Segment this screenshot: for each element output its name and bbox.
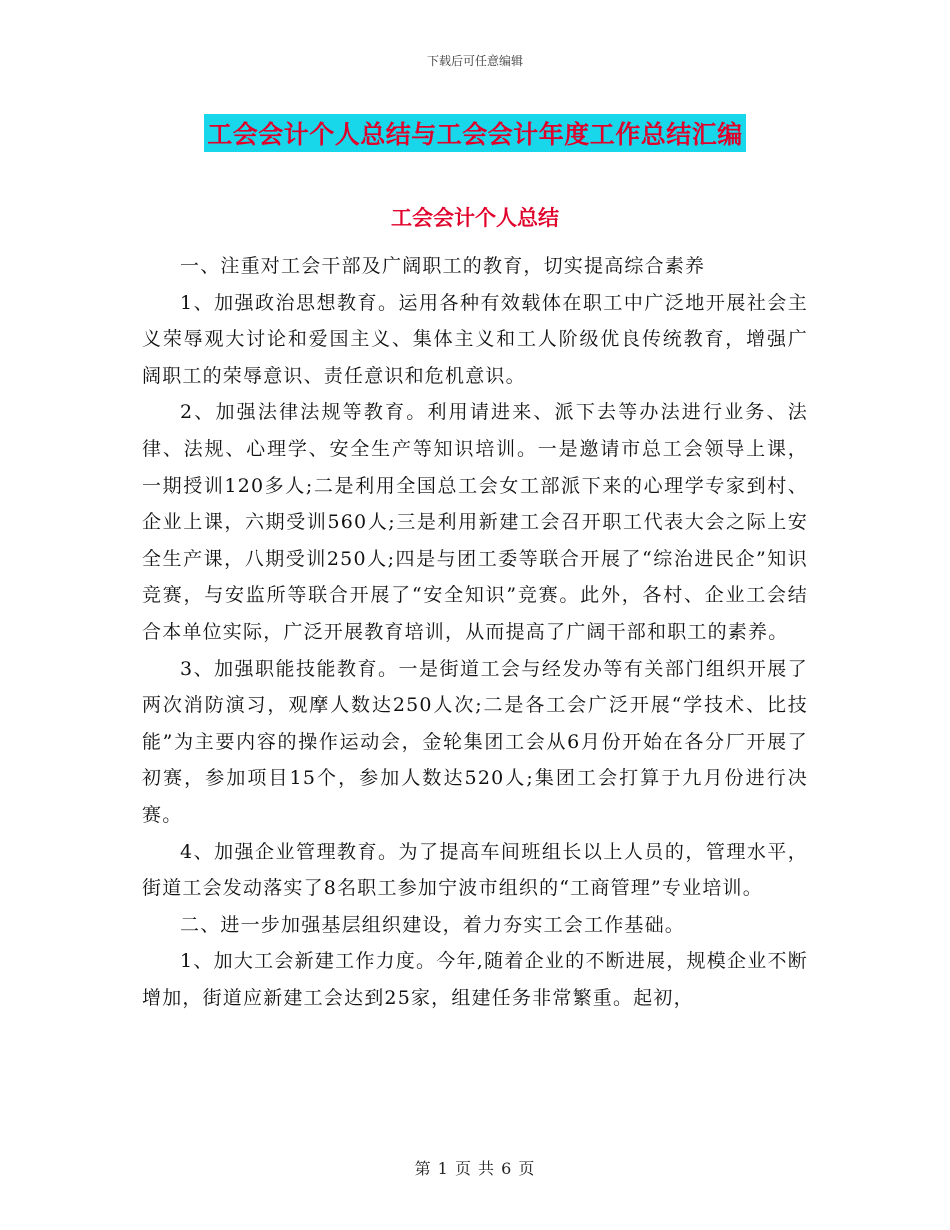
header-note: 下载后可任意编辑 (426, 54, 523, 68)
paragraph: 3、加强职能技能教育。一是街道工会与经发办等有关部门组织开展了两次消防演习，观摩人数达250人次;二是各工会广泛开展“学技术、比技能”为主要内容的操作运动会，金轮集团工会从6月份开始在各分厂开展了初赛，参加项目15个，参加人数达520人;集团工会打算于九月份进行决赛。 (142, 657, 808, 826)
main-title-wrap (0, 114, 950, 152)
paragraph-heading-1: 一、注重对工会干部及广阔职工的教育，切实提高综合素养 (180, 255, 706, 277)
section-title: 工会会计个人总结 (391, 206, 559, 230)
paragraph: 1、加强政治思想教育。运用各种有效载体在职工中广泛地开展社会主义荣辱观大讨论和爱国主义、集体主义和工人阶级优良传统教育，增强广阔职工的荣辱意识、责任意识和危机意识。 (142, 291, 808, 387)
body-text (142, 248, 808, 1016)
paragraph: 2、加强法律法规等教育。利用请进来、派下去等办法进行业务、法律、法规、心理学、安全生产等知识培训。一是邀请市总工会领导上课，一期授训120多人;二是利用全国总工会女工部派下来的心理学专家到村、企业上课，六期受训560人;三是利用新建工会召开职工代表大会之际上安全生产课，八期受训250人;四是与团工委等联合开展了“综治进民企”知识竞赛，与安监所等联合开展了“安全知识”竞赛。此外，各村、企业工会结合本单位实际，广泛开展教育培训，从而提高了广阔干部和职工的素养。 (142, 401, 808, 643)
paragraph: 1、加大工会新建工作力度。今年,随着企业的不断进展，规模企业不断增加，街道应新建工会达到25家，组建任务非常繁重。起初， (142, 950, 808, 1009)
paragraph-heading-2: 二、进一步加强基层组织建设，着力夯实工会工作基础。 (180, 913, 686, 936)
main-title: 工会会计个人总结与工会会计年度工作总结汇编 (204, 114, 746, 152)
paragraph: 4、加强企业管理教育。为了提高车间班组长以上人员的，管理水平，街道工会发动落实了8名职工参加宁波市组织的“工商管理”专业培训。 (142, 840, 808, 900)
page-footer: 第 1 页 共 6 页 (414, 1159, 536, 1178)
